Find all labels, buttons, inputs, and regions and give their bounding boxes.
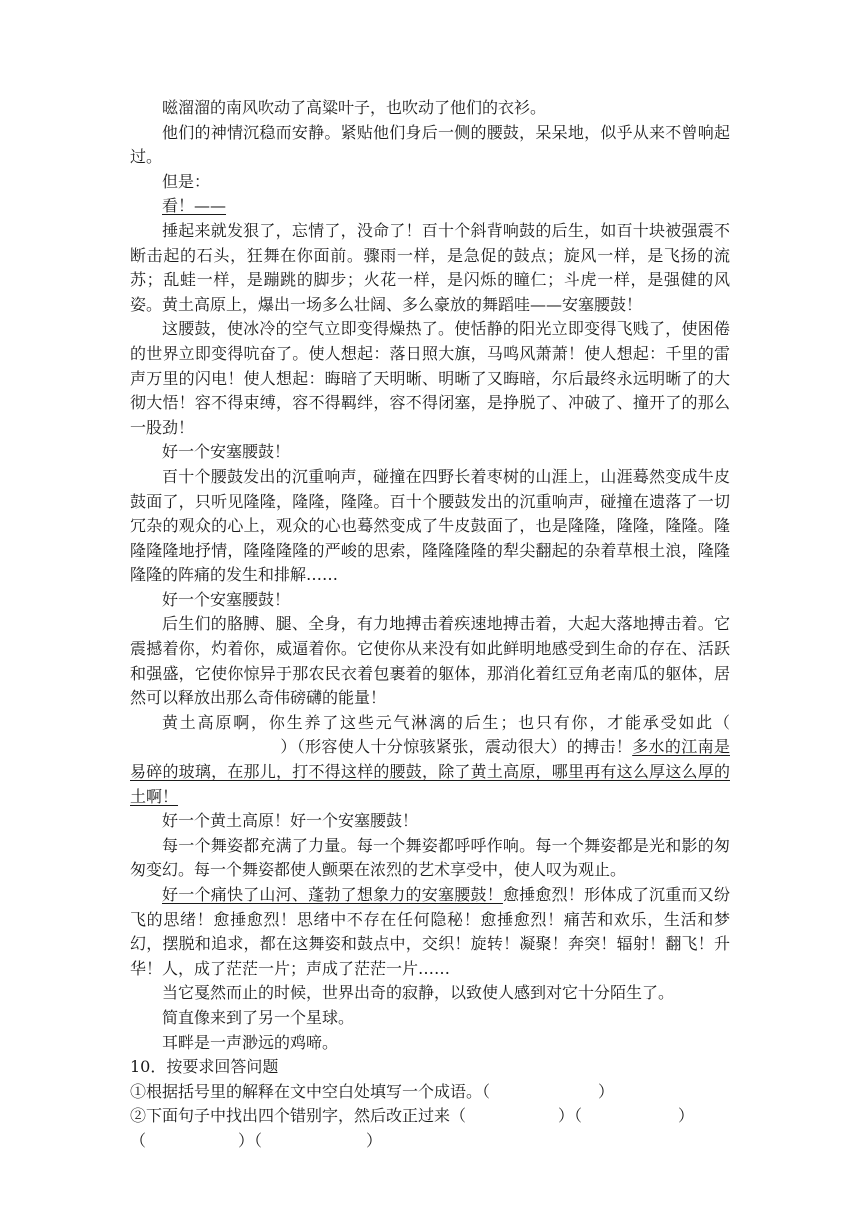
paren-close-5: ）	[366, 1130, 383, 1150]
paragraph-11-lead: 黄土高原啊，你生养了这些元气淋漓的后生；也只有你，才能承受如此（	[162, 712, 730, 732]
paren-close-2: ）	[558, 1106, 575, 1126]
paragraph-1: 嗞溜溜的南风吹动了高粱叶子，也吹动了他们的衣衫。	[162, 98, 547, 117]
paren-open-5: （	[254, 1130, 263, 1150]
underlined-look: 看！——	[162, 196, 227, 216]
paragraph-8: 百十个腰鼓发出的沉重响声，碰撞在四野长着枣树的山涯上，山涯蓦然变成牛皮鼓面了，只听见隆隆，隆隆，隆隆。百十个腰鼓发出的沉重响声，碰撞在遗落了一切冗杂的观众的心上，观众的心也蓦然变成了牛皮鼓面了，也是隆隆，隆隆，隆隆。隆隆隆隆地抒情，隆隆隆隆的严峻的思索，隆隆隆隆的犁尖翻起的杂着草根土浪，隆隆隆隆的阵痛的发生和排解……	[130, 466, 730, 585]
paragraph-9: 好一个安塞腰鼓！	[162, 589, 291, 609]
paragraph-10: 后生们的胳膊、腿、全身，有力地搏击着疾速地搏击着，大起大落地搏击着。它震撼着你，灼着你，威逼着你。它使你从来没有如此鲜明地感受到生命的存在、活跃和强盛，它使你惊异于那农民衣着包裹着的躯体，那消化着红豆角老南瓜的躯体，居然可以释放出那么奇伟磅礴的能量！	[130, 614, 730, 708]
paragraph-17: 耳畔是一声渺远的鸡啼。	[162, 1032, 339, 1052]
paragraph-5: 捶起来就发狠了，忘情了，没命了！百十个斜背响鼓的后生，如百十块被强震不断击起的石头，狂舞在你面前。骤雨一样，是急促的鼓点；旋风一样，是飞扬的流苏；乱蛙一样，是蹦跳的脚步；火花一样，是闪烁的瞳仁；斗虎一样，是强健的风姿。黄土高原上，爆出一场多么壮阔、多么豪放的舞蹈哇——安塞腰鼓！	[130, 220, 730, 314]
paragraph-4	[130, 194, 730, 219]
paragraph-11	[130, 711, 730, 809]
question-1-text: ①根据括号里的解释在文中空白处填写一个成语。（	[130, 1081, 491, 1101]
question-1	[130, 1080, 730, 1105]
underlined-sentence-2: 好一个痛快了山河、蓬勃了想象力的安塞腰鼓！	[162, 885, 503, 904]
paren-open-4: （	[130, 1130, 147, 1150]
paren-close-4: ）	[238, 1130, 255, 1150]
paragraph-2: 他们的神情沉稳而安静。紧贴他们身后一侧的腰鼓，呆呆地，似乎从来不曾响起过。	[130, 122, 730, 167]
underlined-sentence: 多水的江南是易碎的玻璃，在那儿，打不得这样的腰鼓，除了黄土高原，哪里再有这么厚这么厚的土啊！	[130, 737, 730, 806]
paragraph-3: 但是：	[162, 171, 211, 191]
question-1-close: ）	[598, 1081, 615, 1101]
question-2-cont	[130, 1129, 730, 1154]
paragraph-12: 好一个黄土高原！好一个安塞腰鼓！	[162, 811, 419, 831]
question-2-text: ②下面句子中找出四个错别字，然后改正过来（	[130, 1106, 467, 1126]
paren-open-3: （	[574, 1106, 583, 1126]
question-2	[130, 1104, 730, 1129]
paragraph-13: 每一个舞姿都充满了力量。每一个舞姿都呼呼作响。每一个舞姿都是光和影的匆匆变幻。每一个舞姿都使人颤栗在浓烈的艺术享受中，使人叹为观止。	[130, 835, 730, 880]
paragraph-14	[130, 883, 730, 981]
paragraph-14-rest: 愈捶愈烈！形体成了沉重而又纷飞的思绪！愈捶愈烈！思绪中不存在任何隐秘！愈捶愈烈！痛苦和欢乐，生活和梦幻，摆脱和追求，都在这舞姿和鼓点中，交织！旋转！凝聚！奔突！辐射！翻飞！升华！人，成了茫茫一片；声成了茫茫一片……	[130, 885, 730, 978]
paragraph-16: 简直像来到了另一个星球。	[162, 1007, 355, 1027]
paragraph-7: 好一个安塞腰鼓！	[162, 442, 291, 462]
paragraph-11-mid: ）（形容使人十分惊骇紧张，震动很大）的搏击！	[280, 737, 633, 757]
paragraph-6: 这腰鼓，使冰冷的空气立即变得燥热了。使恬静的阳光立即变得飞贱了，使困倦的世界立即变得吭奋了。使人想起：落日照大旗，马鸣风萧萧！使人想起：千里的雷声万里的闪电！使人想起：晦暗了天明晰、明晰了又晦暗，尔后最终永远明晰了的大彻大悟！容不得束缚，容不得羁绊，容不得闭塞，是挣脱了、冲破了、撞开了的那么一股劲！	[130, 319, 730, 437]
reading-passage	[130, 96, 730, 1154]
question-section	[130, 1055, 730, 1153]
question-heading: 10．按要求回答问题	[130, 1057, 279, 1077]
paragraph-15: 当它戛然而止的时候，世界出奇的寂静，以致使人感到对它十分陌生了。	[162, 983, 675, 1003]
paren-close-3: ）	[678, 1106, 695, 1126]
